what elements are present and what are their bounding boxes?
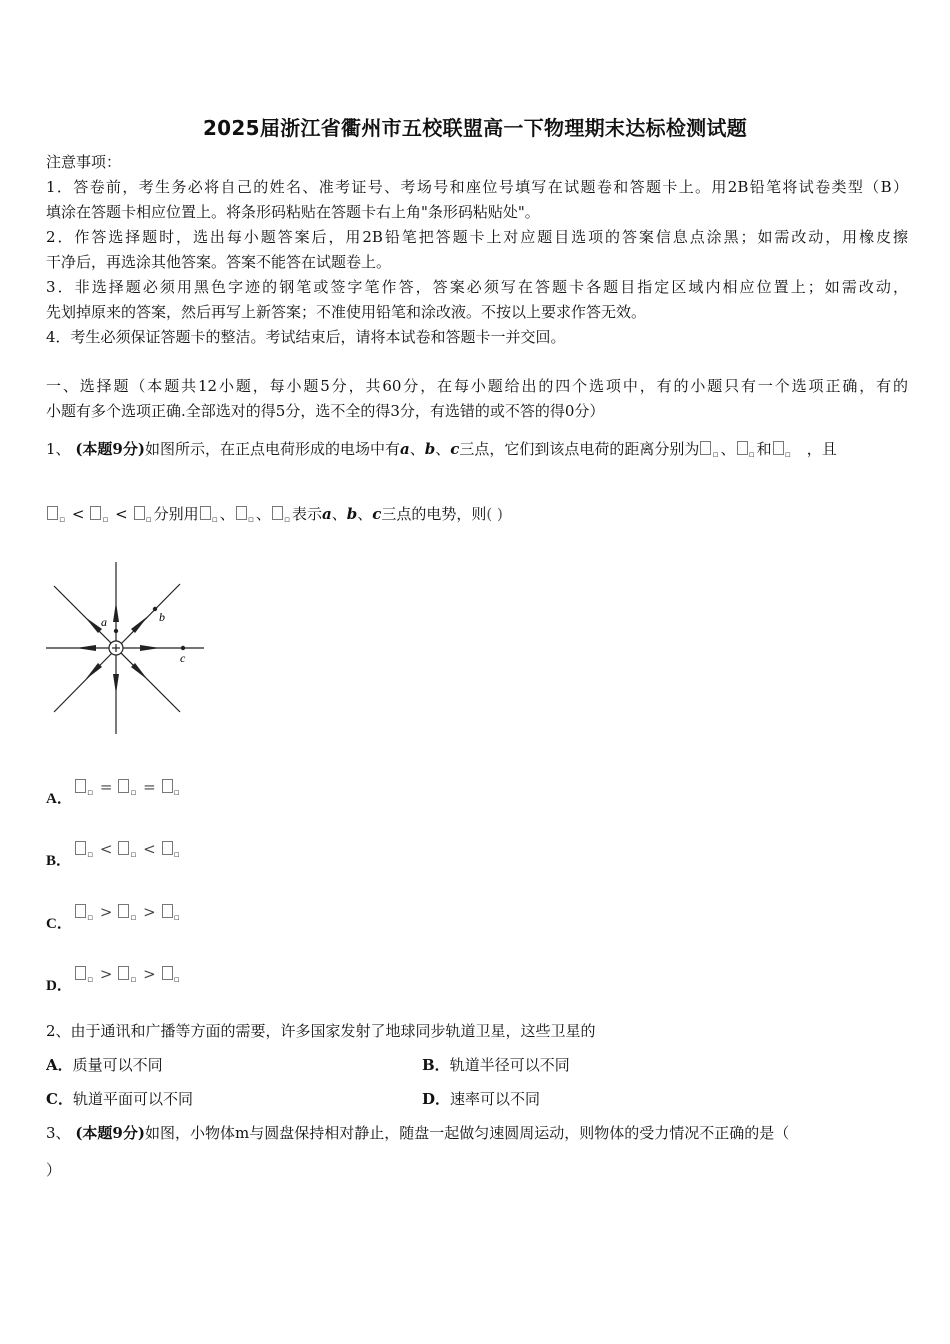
subscript-placeholder-icon: ▫ <box>712 450 719 460</box>
arrow-down-icon <box>113 674 119 694</box>
point-b <box>153 607 157 611</box>
less-than: < <box>71 505 85 523</box>
answer-paren: ( ) <box>486 505 503 523</box>
option-b-label[interactable]: B． <box>46 853 72 869</box>
option-d-label[interactable]: D． <box>422 1090 451 1108</box>
subscript-placeholder-icon: ▫ <box>173 850 180 860</box>
q1-number: 1、 <box>46 440 71 458</box>
arrow-left-icon <box>76 645 96 651</box>
and-word: 和 <box>756 440 772 458</box>
subscript-placeholder-icon: ▫ <box>173 913 180 923</box>
q1-text: 如图所示，在正点电荷形成的电场中有 <box>144 440 400 458</box>
electric-field-figure <box>44 560 206 736</box>
arrow-right-icon <box>140 645 160 651</box>
math-placeholder-icon <box>47 506 58 520</box>
q3-score: (本题9分) <box>75 1124 145 1142</box>
option-b-formula <box>74 840 182 860</box>
math-placeholder-icon <box>272 506 283 520</box>
math-placeholder-icon <box>134 506 145 520</box>
subscript-placeholder-icon: ▫ <box>247 515 254 525</box>
option-d-formula <box>74 965 182 985</box>
subscript-placeholder-icon: ▫ <box>87 913 94 923</box>
q3-text: 如图，小物体m与圆盘保持相对静止，随盘一起做匀速圆周运动，则物体的受力情况不正确的是（ <box>144 1124 790 1142</box>
q1-line-1 <box>46 439 908 465</box>
section-instructions: 一、选择题（本题共12小题，每小题5分，共60分，在每小题给出的四个选项中，有的小题只有一个选项正确，有的 <box>46 377 908 395</box>
option-d[interactable] <box>422 1089 540 1109</box>
math-placeholder-icon <box>700 441 711 455</box>
option-c-text: 轨道平面可以不同 <box>72 1090 193 1108</box>
sep: 、 <box>435 440 451 458</box>
option-d-text: 速率可以不同 <box>450 1090 541 1108</box>
operator: < <box>99 840 113 858</box>
option-a-text: 质量可以不同 <box>72 1056 163 1074</box>
math-placeholder-icon <box>75 841 86 855</box>
label-b: b <box>159 610 165 624</box>
subscript-placeholder-icon: ▫ <box>173 788 180 798</box>
math-placeholder-icon <box>118 904 129 918</box>
sep: 、 <box>357 505 373 523</box>
notice-heading: 注意事项： <box>46 153 122 171</box>
q1-text: ，且 <box>806 440 837 458</box>
q1-text: 三点的电势，则 <box>381 505 487 523</box>
var-a: a <box>322 505 332 523</box>
math-placeholder-icon <box>118 779 129 793</box>
q1-score: (本题9分) <box>75 440 145 458</box>
q2-options-row-2 <box>46 1089 908 1109</box>
label-c: c <box>180 651 186 665</box>
math-placeholder-icon <box>90 506 101 520</box>
q3-close-paren: ） <box>46 1161 62 1179</box>
option-b[interactable] <box>422 1055 570 1075</box>
subscript-placeholder-icon: ▫ <box>59 515 66 525</box>
option-c-formula <box>74 903 182 923</box>
q3-stem <box>46 1123 908 1143</box>
notice-line: 3．非选择题必须用黑色字迹的钢笔或签字笔作答，答案必须写在答题卡各题目指定区域内相应位置上；如需改动， <box>46 278 908 296</box>
subscript-placeholder-icon: ▫ <box>102 515 109 525</box>
math-placeholder-icon <box>75 904 86 918</box>
arrow-downright-icon <box>131 663 148 680</box>
var-b: b <box>346 505 358 523</box>
subscript-placeholder-icon: ▫ <box>784 450 791 460</box>
operator: = <box>99 778 113 796</box>
q1-text: 三点，它们到该点电荷的距离分别为 <box>459 440 700 458</box>
sep: 、 <box>331 505 347 523</box>
q1-line-2 <box>46 504 908 530</box>
option-b-text: 轨道半径可以不同 <box>449 1056 570 1074</box>
var-c: c <box>372 505 382 523</box>
subscript-placeholder-icon: ▫ <box>211 515 218 525</box>
field-lines-diagram <box>44 560 206 736</box>
notice-line: 2．作答选择题时，选出每小题答案后，用2B铅笔把答题卡上对应题目选项的答案信息点涂黑；如需改动，用橡皮擦 <box>46 228 908 246</box>
math-placeholder-icon <box>162 904 173 918</box>
operator: > <box>143 903 156 921</box>
operator: > <box>99 903 113 921</box>
option-a-formula <box>74 778 182 798</box>
subscript-placeholder-icon: ▫ <box>87 850 94 860</box>
arrow-upleft-icon <box>85 617 102 633</box>
math-placeholder-icon <box>162 779 173 793</box>
notice-line: 干净后，再选涂其他答案。答案不能答在试题卷上。 <box>46 253 392 271</box>
sep: 、 <box>255 505 271 523</box>
math-placeholder-icon <box>118 966 129 980</box>
notice-line: 填涂在答题卡相应位置上。将条形码粘贴在答题卡右上角"条形码粘贴处"。 <box>46 203 540 221</box>
notice-line: 先划掉原来的答案，然后再写上新答案；不准使用铅笔和涂改液。不按以上要求作答无效。 <box>46 303 647 321</box>
subscript-placeholder-icon: ▫ <box>87 788 94 798</box>
math-placeholder-icon <box>162 966 173 980</box>
point-a <box>114 629 118 633</box>
label-a: a <box>101 615 107 629</box>
subscript-placeholder-icon: ▫ <box>130 850 137 860</box>
sep: 、 <box>720 440 736 458</box>
math-placeholder-icon <box>200 506 211 520</box>
arrow-up-icon <box>113 602 119 622</box>
math-placeholder-icon <box>118 841 129 855</box>
var-c: c <box>450 440 460 458</box>
subscript-placeholder-icon: ▫ <box>145 515 152 525</box>
q2-stem: 2、由于通讯和广播等方面的需要，许多国家发射了地球同步轨道卫星，这些卫星的 <box>46 1022 596 1040</box>
less-than: < <box>115 505 128 523</box>
option-c-label[interactable]: C． <box>46 916 72 932</box>
notice-line: 4．考生必须保证答题卡的整洁。考试结束后，请将本试卷和答题卡一并交回。 <box>46 328 566 346</box>
sep: 、 <box>409 440 425 458</box>
operator: > <box>99 965 113 983</box>
math-placeholder-icon <box>236 506 247 520</box>
q1-text: 分别用 <box>153 505 199 523</box>
math-placeholder-icon <box>773 441 784 455</box>
q1-text: 表示 <box>291 505 322 523</box>
subscript-placeholder-icon: ▫ <box>87 975 94 985</box>
q2-options-row-1 <box>46 1055 908 1075</box>
arrow-upright-icon <box>131 616 148 633</box>
subscript-placeholder-icon: ▫ <box>173 975 180 985</box>
operator: > <box>143 965 156 983</box>
notice-line: 1．答卷前，考生务必将自己的姓名、准考证号、考场号和座位号填写在试题卷和答题卡上。用2B铅笔将试卷类型（B） <box>46 178 908 196</box>
math-placeholder-icon <box>737 441 748 455</box>
subscript-placeholder-icon: ▫ <box>748 450 755 460</box>
section-instructions: 小题有多个选项正确.全部选对的得5分，选不全的得3分，有选错的或不答的得0分） <box>46 402 605 420</box>
var-a: a <box>399 440 410 458</box>
operator: = <box>143 778 156 796</box>
operator: < <box>143 840 156 858</box>
math-placeholder-icon <box>75 966 86 980</box>
option-a-label[interactable]: A． <box>46 1056 73 1074</box>
subscript-placeholder-icon: ▫ <box>130 975 137 985</box>
option-b-label[interactable]: B． <box>422 1056 450 1074</box>
q3-number: 3、 <box>46 1124 71 1142</box>
option-a-label[interactable]: A． <box>46 791 72 807</box>
math-placeholder-icon <box>162 841 173 855</box>
option-d-label[interactable]: D． <box>46 978 72 994</box>
subscript-placeholder-icon: ▫ <box>283 515 290 525</box>
point-c <box>181 646 185 650</box>
subscript-placeholder-icon: ▫ <box>130 788 137 798</box>
arrow-downleft-icon <box>85 663 102 680</box>
page-title: 2025届浙江省衢州市五校联盟高一下物理期末达标检测试题 <box>202 116 748 140</box>
math-placeholder-icon <box>75 779 86 793</box>
subscript-placeholder-icon: ▫ <box>130 913 137 923</box>
var-b: b <box>424 440 436 458</box>
sep: 、 <box>219 505 235 523</box>
option-c-label[interactable]: C． <box>46 1090 73 1108</box>
